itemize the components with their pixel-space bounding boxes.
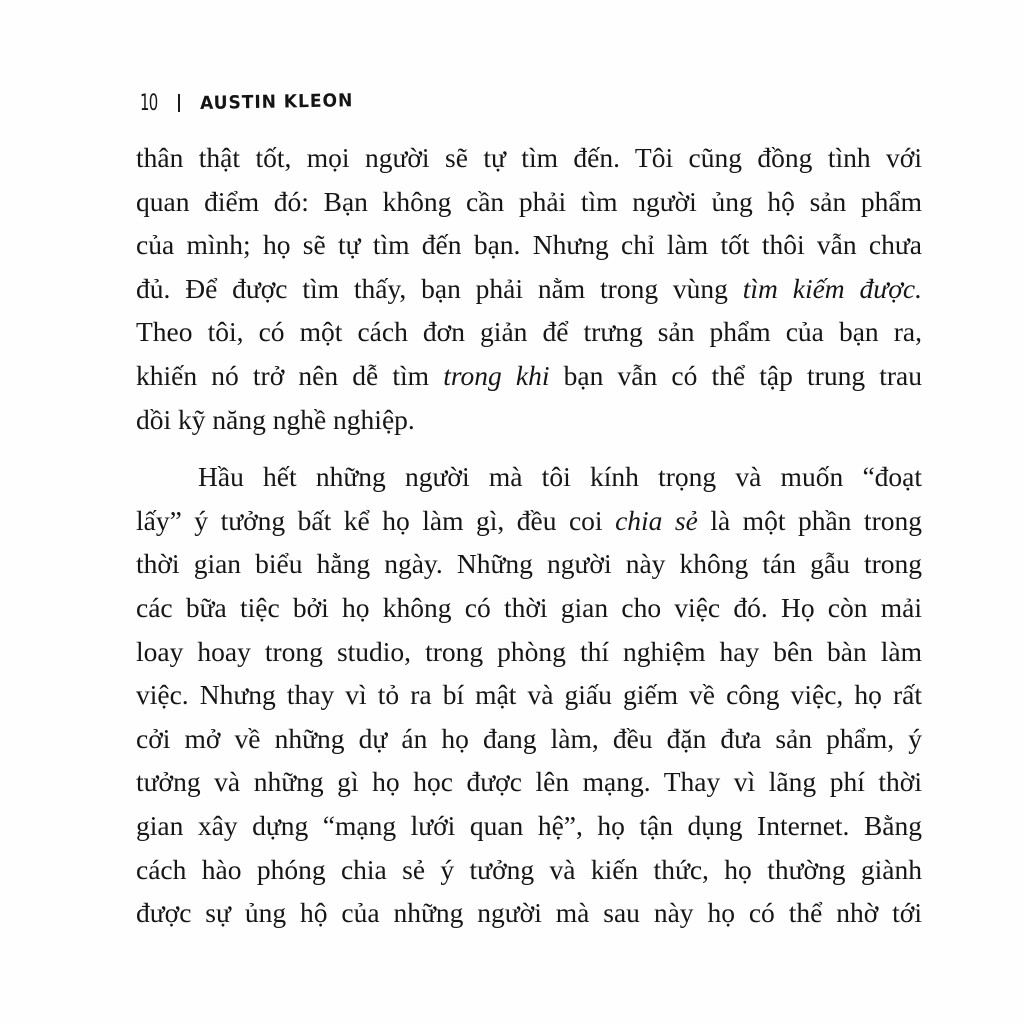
text-segment: của mình; họ sẽ tự tìm đến bạn. Nhưng chỉ làm tốt thôi vẫn chưa	[136, 229, 922, 261]
text-line	[136, 499, 922, 543]
text-segment: quan điểm đó: Bạn không cần phải tìm người ủng hộ sản phẩm	[136, 185, 922, 217]
page-number: 10	[140, 90, 158, 116]
text-line	[136, 180, 922, 224]
text-line	[136, 848, 922, 892]
text-line	[136, 354, 922, 398]
text-line	[136, 891, 922, 935]
italic-text: trong khi	[443, 359, 550, 391]
running-header	[140, 88, 361, 118]
text-line	[136, 630, 922, 674]
text-line	[136, 223, 922, 267]
author-name: AUSTIN KLEON	[199, 89, 354, 114]
text-line	[136, 586, 922, 630]
text-line	[136, 542, 922, 586]
text-segment: Theo tôi, có một cách đơn giản để trưng sản phẩm của bạn ra,	[136, 316, 922, 348]
text-segment: đủ. Để được tìm thấy, bạn phải nằm trong vùng	[136, 272, 743, 304]
italic-text: tìm kiếm được.	[742, 272, 922, 304]
text-line	[136, 717, 922, 761]
text-line	[136, 760, 922, 804]
text-line	[136, 310, 922, 354]
text-line	[136, 267, 922, 311]
text-segment: bạn vẫn có thể tập trung trau	[549, 359, 922, 391]
text-line	[136, 136, 922, 180]
text-segment: được sự ủng hộ của những người mà sau này họ có thể nhờ tới	[136, 897, 922, 929]
text-segment: thân thật tốt, mọi người sẽ tự tìm đến. Tôi cũng đồng tình với	[136, 142, 922, 173]
text-segment: là một phần trong	[697, 504, 922, 536]
paragraph-gap	[136, 441, 922, 455]
text-segment: việc. Nhưng thay vì tỏ ra bí mật và giấu giếm về công việc, họ rất	[136, 679, 922, 711]
text-segment: dồi kỹ năng nghề nghiệp.	[136, 403, 415, 435]
text-segment: tưởng và những gì họ học được lên mạng. Thay vì lãng phí thời	[136, 766, 922, 798]
text-segment: các bữa tiệc bởi họ không có thời gian cho việc đó. Họ còn mải	[136, 591, 922, 623]
body-text	[136, 136, 922, 935]
text-line	[136, 804, 922, 848]
text-segment: khiến nó trở nên dễ tìm	[136, 359, 444, 391]
text-line	[136, 673, 922, 717]
header-separator	[178, 94, 180, 112]
paragraph	[136, 136, 922, 441]
italic-text: chia sẻ	[615, 504, 698, 536]
paragraph	[136, 455, 922, 935]
text-line	[136, 398, 922, 442]
text-segment: Hầu hết những người mà tôi kính trọng và muốn “đoạt	[198, 461, 922, 493]
text-segment: loay hoay trong studio, trong phòng thí nghiệm hay bên bàn làm	[136, 635, 922, 667]
text-line	[136, 455, 922, 499]
text-segment: thời gian biểu hằng ngày. Những người này không tán gẫu trong	[136, 548, 922, 580]
text-segment: cách hào phóng chia sẻ ý tưởng và kiến thức, họ thường giành	[136, 853, 922, 885]
text-segment: gian xây dựng “mạng lưới quan hệ”, họ tận dụng Internet. Bằng	[136, 809, 922, 841]
text-segment: lấy” ý tưởng bất kể họ làm gì, đều coi	[136, 504, 616, 536]
text-segment: cởi mở về những dự án họ đang làm, đều đặn đưa sản phẩm, ý	[136, 722, 922, 754]
